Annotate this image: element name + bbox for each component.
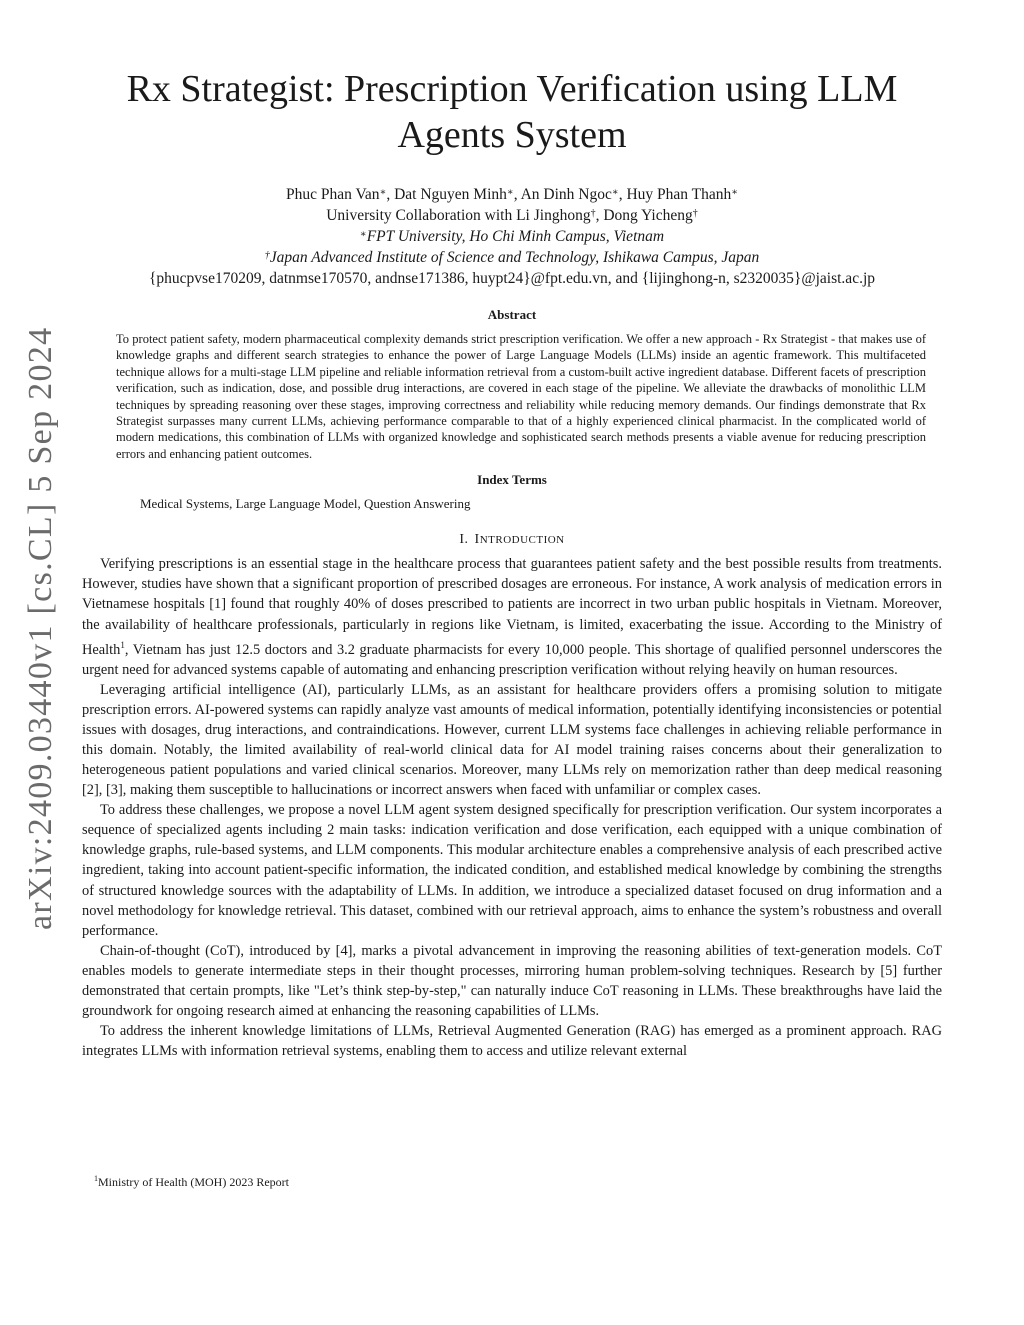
author-mark: ∗: [506, 187, 514, 198]
author-block: [82, 184, 942, 289]
paragraph: Chain-of-thought (CoT), introduced by [4], marks a pivotal advancement in improving the reasoning abilities of text-generation models. CoT enables models to generate intermediate steps in their thought processes, mirroring human problem-solving techniques. Research by [5] further demonstrated that certain prompts, like "Let’s think step-by-step," can naturally induce CoT reasoning in LLMs. These breakthroughs have laid the groundwork for ongoing research aimed at enhancing the reasoning capabilities of LLMs.: [82, 942, 942, 1020]
author-mark: ∗: [379, 187, 387, 198]
author-name: Dat Nguyen Minh: [394, 186, 507, 203]
author-name: An Dinh Ngoc: [520, 186, 612, 203]
affiliation-1: [82, 226, 942, 247]
abstract-text: To protect patient safety, modern pharmaceutical complexity demands strict prescription verification. We offer a new approach - Rx Strategist - that makes use of knowledge graphs and different search strategies to enhance the power of Large Language Models (LLMs) inside an agentic framework. This multifaceted technique allows for a multi-stage LLM pipeline and reliable information retrieval from a custom-built active ingredient database. Different facets of prescription verification, such as indication, dose, and possible drug interactions, are covered in each stage of the pipeline. We alleviate the drawbacks of monolithic LLM techniques by spreading reasoning over these stages, improving correctness and reliability while reducing memory demands. Our findings demonstrate that Rx Strategist surpasses many current LLMs, achieving performance comparable to that of a highly experienced clinical pharmacist. In the complicated world of modern medications, this combination of LLMs with organized knowledge and sophisticated search methods presents a viable avenue for reducing prescription errors and enhancing patient outcomes.: [116, 332, 926, 461]
collaboration-prefix: University Collaboration with: [326, 207, 517, 224]
footnote-text: Ministry of Health (MOH) 2023 Report: [98, 1175, 289, 1189]
paragraph-text: , Vietnam has just 12.5 doctors and 3.2 graduate pharmacists for every 10,000 people. This shortage of qualified personnel underscores the urgent need for advanced systems capable of automating and enhancing prescription verification without relying heavily on human resources.: [82, 641, 942, 678]
paper-title: Rx Strategist: Prescription Verification using LLM Agents System: [126, 68, 898, 156]
author-name: Li Jinghong: [516, 207, 591, 224]
arxiv-identifier-watermark: arXiv:2409.03440v1 [cs.CL] 5 Sep 2024: [22, 326, 59, 930]
author-name: Phuc Phan Van: [285, 186, 380, 203]
affiliation-2: [82, 247, 942, 268]
paragraph: To address the inherent knowledge limitations of LLMs, Retrieval Augmented Generation (RAG) has emerged as a prominent approach. RAG integrates LLMs with information retrieval systems, enabling them to access and utilize relevant external: [82, 1023, 942, 1060]
paragraph-text: Verifying prescriptions is an essential stage in the healthcare process that guarantees patient safety and the best possible results from treatments. However, studies have shown that a significant proportion of prescribed dosages are erroneous. For instance, A work analysis of medication errors in Vietnamese hospitals [1] found that roughly 40% of doses prescribed to patients are incorrect in two urban public hospitals in Vietnam. Moreover, the availability of healthcare professionals, particularly in regions like Vietnam, is limited, exacerbating the issue. According to the Ministry of Health: [82, 556, 942, 658]
author-line-1: Phuc Phan Van∗, Dat Nguyen Minh∗, An Dinh Ngoc∗, Huy Phan Thanh∗: [285, 186, 738, 203]
affiliation-mark: †: [264, 250, 270, 261]
index-terms-text: Medical Systems, Large Language Model, Question Answering: [140, 496, 471, 512]
footnote: [94, 1174, 289, 1190]
paragraph: [82, 554, 942, 679]
author-mark: ∗: [731, 187, 738, 198]
author-mark: †: [590, 208, 596, 219]
section-title-rest: NTRODUCTION: [479, 534, 565, 547]
index-terms-heading: Index Terms: [477, 472, 547, 488]
section-number: I.: [459, 532, 469, 548]
author-mark: ∗: [611, 187, 619, 198]
paragraph: Leveraging artificial intelligence (AI), particularly LLMs, as an assistant for healthcare providers offers a promising solution to mitigate prescription errors. AI-powered systems can rapidly analyze vast amounts of medical information, potentially identifying inconsistencies or potential issues with dosages, drug interactions, and contraindications. However, current LLM systems face challenges in achieving reliable performance in this domain. Notably, the limited availability of real-world clinical data for AI model training raises concerns about their generalization to heterogeneous patient populations and varied clinical scenarios. Moreover, many LLMs rely on memorization rather than deep medical reasoning [2], [3], making them susceptible to hallucinations or incorrect answers when faced with unfamiliar or complex cases.: [82, 681, 942, 799]
section-heading-introduction: [82, 532, 942, 548]
author-name: Huy Phan Thanh: [626, 186, 732, 203]
paper-page: [82, 66, 942, 1061]
paragraph: To address these challenges, we propose a novel LLM agent system designed specifically for prescription verification. Our system incorporates a sequence of specialized agents including 2 main tasks: indication verification and dose verification, each equipped with a unique combination of knowledge graphs, rule-based systems, and LLM components. This modular architecture enables a comprehensive analysis of each prescribed active ingredient, taking into account patient-specific information, the indicated condition, and established medical knowledge by combining the strengths of structured knowledge sources with the adaptability of LLMs. In addition, we introduce a specialized dataset focused on drug information and a novel methodology for knowledge retrieval. This dataset, combined with our retrieval approach, aims to enhance the system’s robustness and overall performance.: [82, 802, 942, 939]
affiliation-text: FPT University, Ho Chi Minh Campus, Vietnam: [366, 228, 665, 245]
footnote-marker: 1: [120, 639, 125, 650]
footnote-mark: 1: [94, 1174, 98, 1183]
abstract-heading: Abstract: [487, 307, 537, 322]
author-line-2: University Collaboration with Li Jinghong†, Dong Yicheng†: [326, 207, 698, 224]
author-name: Dong Yicheng: [603, 207, 693, 224]
author-mark: †: [692, 208, 698, 219]
section-title-initial: I: [474, 532, 480, 548]
affiliation-mark: ∗: [359, 229, 367, 240]
author-emails: {phucpvse170209, datnmse170570, andnse171386, huypt24}@fpt.edu.vn, and {lijinghong-n, s2320035}@jaist.ac.jp: [148, 270, 876, 287]
affiliation-text: Japan Advanced Institute of Science and Technology, Ishikawa Campus, Japan: [269, 249, 760, 266]
introduction-body: [82, 554, 942, 1061]
